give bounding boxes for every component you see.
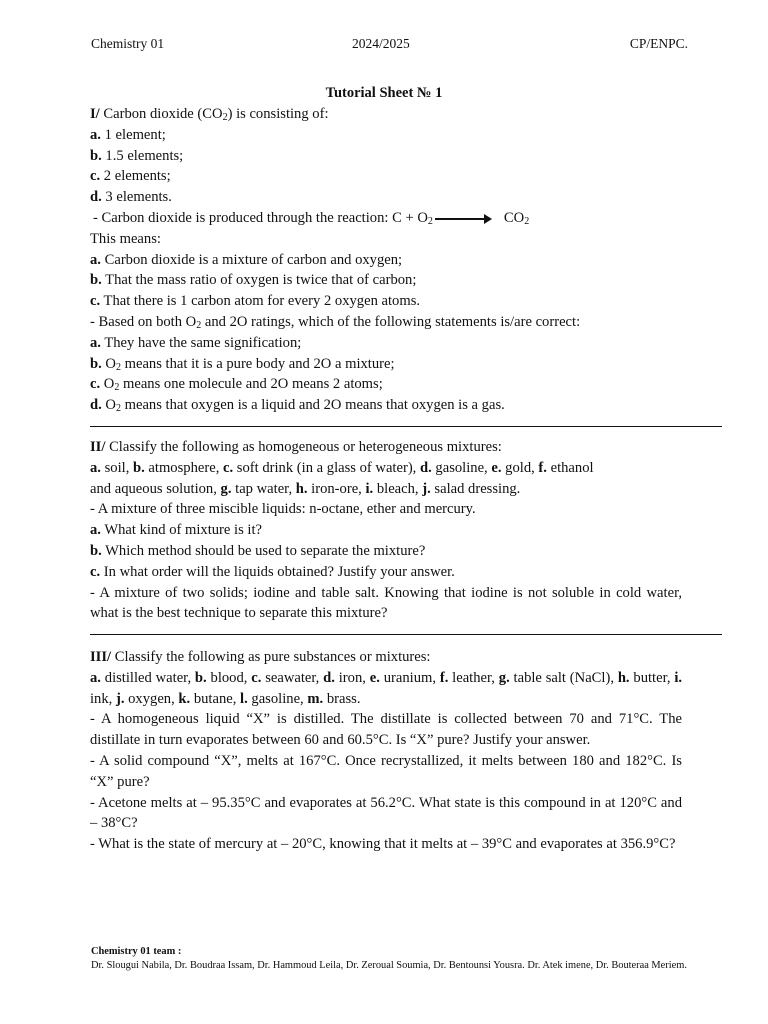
- footer: [91, 945, 691, 972]
- s2-question-1: II/ Classify the following as homogeneous or heterogeneous mixtures:: [90, 439, 502, 455]
- s3-question-4: - Acetone melts at – 95.35°C and evaporates at 56.2°C. What state is this compound in at 120°C and – 38°C?: [90, 794, 682, 832]
- section-divider: [90, 634, 722, 635]
- s1-option: a. Carbon dioxide is a mixture of carbon and oxygen;: [90, 251, 403, 268]
- s1-question-1: I/ Carbon dioxide $(CO_2)$ is consisting of:: [90, 106, 329, 123]
- section-2: [90, 437, 682, 624]
- s1-option: b. 1.5 elements;: [90, 147, 184, 164]
- s3-items: a. distilled water, b. blood, c. seawater, d. iron, e. uranium, f. leather, g. table salt (NaCl), h. butter, i. ink, j. oxygen, k. butane, l. gasoline, m. brass.: [90, 669, 683, 707]
- s3-question-1: III/ Classify the following as pure substances or mixtures:: [90, 649, 431, 665]
- s1-means-label: This means:: [90, 230, 161, 247]
- s2-items: a. soil, b. atmosphere, c. soft drink (in a glass of water), d. gasoline, e. gold, f. ethanol: [90, 459, 594, 476]
- s1-option: a. They have the same signification;: [90, 334, 302, 351]
- header-school: CP/ENPC.: [629, 36, 688, 51]
- s1-option: c. That there is 1 carbon atom for every 2 oxygen atoms.: [90, 293, 421, 310]
- s3-question-5: - What is the state of mercury at – 20°C, knowing that it melts at – 39°C and evaporates at 356.9°C?: [90, 836, 676, 853]
- header-course: Chemistry 01: [91, 36, 165, 51]
- s1-option: b. That the mass ratio of oxygen is twice that of carbon;: [90, 272, 417, 289]
- section-1: [90, 104, 682, 416]
- s1-reaction: - Carbon dioxide is produced through the reaction: $C + O_2$ $CO_2$: [93, 209, 530, 227]
- sheet-title: Tutorial Sheet № 1: [325, 85, 443, 101]
- s2-items: and aqueous solution, g. tap water, h. iron-ore, i. bleach, j. salad dressing.: [90, 480, 521, 497]
- s1-option: b. $O_2$ means that it is a pure body and 2O a mixture;: [90, 355, 395, 373]
- s2-question-3: - A mixture of two solids; iodine and table salt. Knowing that iodine is not soluble in cold water, what is the best technique to separate this mixture?: [90, 584, 682, 622]
- footer-team-label: Chemistry 01 team :: [91, 946, 182, 957]
- s1-option: a. 1 element;: [90, 126, 166, 143]
- section-divider: [90, 426, 722, 427]
- s1-option: d. $O_2$ means that oxygen is a liquid and 2O means that oxygen is a gas.: [90, 397, 505, 415]
- s3-question-3: - A solid compound “X”, melts at 167°C. Once recrystallized, it melts between 180 and 182°C. Is “X” pure?: [90, 752, 682, 790]
- s1-option: d. 3 elements.: [90, 189, 172, 206]
- s2-option: a. What kind of mixture is it?: [90, 522, 263, 539]
- footer-members: Dr. Slougui Nabila, Dr. Boudraa Issam, Dr. Hammoud Leila, Dr. Zeroual Soumia, Dr. Bentounsi Yousra. Dr. Atek imene, Dr. Bouteraa Meriem.: [91, 959, 687, 971]
- s1-question-3: - Based on both $O_2$ and 2O ratings, which of the following statements is/are correct:: [90, 313, 581, 331]
- reaction-arrow-icon: [435, 218, 490, 220]
- s1-option: c. 2 elements;: [90, 168, 171, 185]
- s1-option: c. $O_2$ means one molecule and 2O means 2 atoms;: [90, 376, 383, 394]
- header-year: 2024/2025: [352, 36, 410, 51]
- s3-question-2: - A homogeneous liquid “X” is distilled. The distillate is collected between 70 and 71°C. The distillate in turn evaporates between 60 and 60.5°C. Is “X” pure? Justify your answer.: [90, 711, 682, 749]
- s2-option: c. In what order will the liquids obtained? Justify your answer.: [90, 563, 455, 580]
- s2-question-2: - A mixture of three miscible liquids: n-octane, ether and mercury.: [90, 501, 476, 518]
- section-3: [90, 647, 682, 855]
- s2-option: b. Which method should be used to separate the mixture?: [90, 542, 426, 559]
